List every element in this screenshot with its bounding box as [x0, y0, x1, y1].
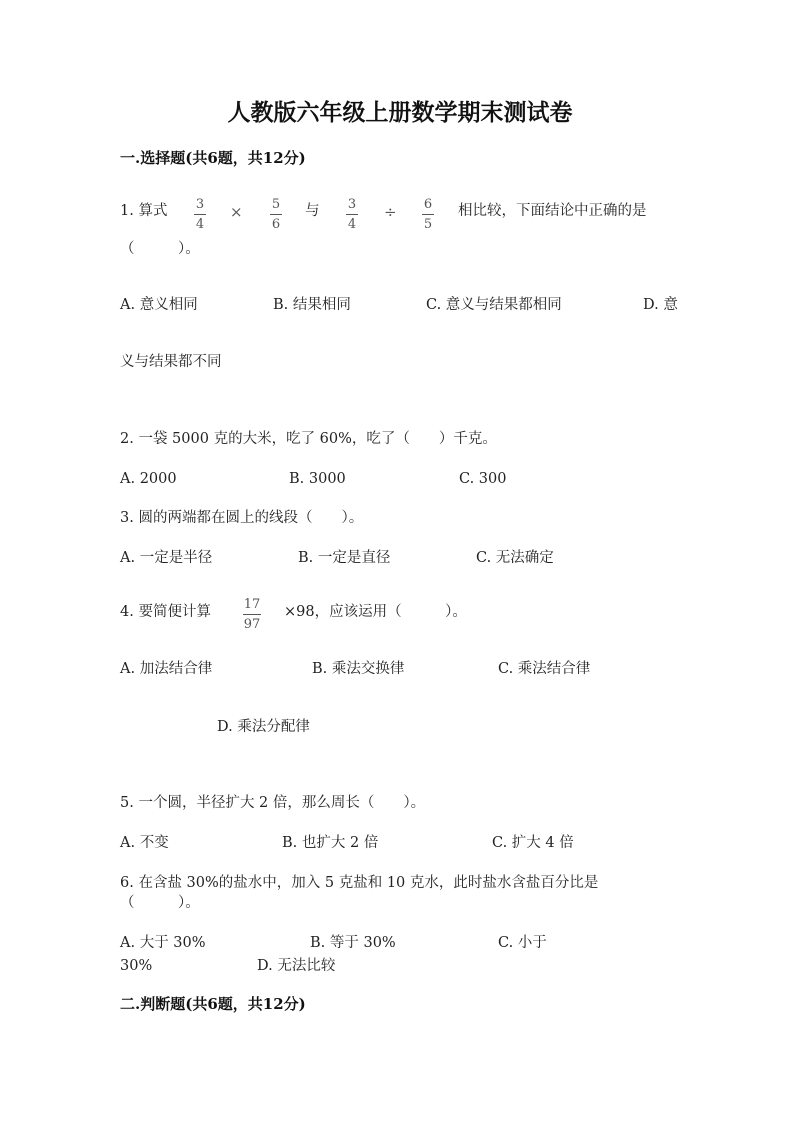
option-b: B. 3000	[289, 471, 346, 487]
option-a: A. 加法结合律	[120, 661, 213, 677]
fraction-numerator: 3	[195, 197, 205, 212]
fraction-bar	[243, 614, 261, 615]
option-d-continuation: 义与结果都不同	[120, 354, 222, 370]
fraction-denominator: 4	[347, 217, 357, 232]
fraction-numerator: 6	[423, 197, 433, 212]
fraction-17-97	[238, 598, 266, 631]
fraction-6-5	[415, 198, 441, 231]
option-b: B. 也扩大 2 倍	[282, 835, 379, 851]
fraction-bar	[270, 214, 282, 215]
section-heading-choice: 一.选择题(共6题，共12分)	[120, 149, 306, 167]
fraction-bar	[194, 214, 206, 215]
option-c-continuation: 30%	[120, 958, 153, 974]
option-b: B. 一定是直径	[298, 550, 391, 566]
option-c: C. 乘法结合律	[498, 661, 591, 677]
fraction-5-6	[263, 198, 289, 231]
option-c: C. 无法确定	[476, 550, 554, 566]
option-c: C. 扩大 4 倍	[492, 835, 574, 851]
question-3-text: 3. 圆的两端都在圆上的线段（ ）。	[120, 510, 364, 526]
section-heading-judgment: 二.判断题(共6题，共12分)	[120, 995, 306, 1013]
option-b: B. 等于 30%	[310, 935, 396, 951]
fraction-3-4-second	[339, 198, 365, 231]
page-title: 人教版六年级上册数学期末测试卷	[227, 99, 573, 126]
option-b: B. 乘法交换律	[312, 661, 405, 677]
option-c: C. 意义与结果都相同	[426, 297, 562, 313]
question-6-blank: （ ）。	[120, 895, 200, 911]
option-b: B. 结果相同	[273, 297, 351, 313]
fraction-bar	[422, 214, 434, 215]
times-sign: ×	[230, 203, 243, 221]
option-c: C. 小于	[498, 935, 547, 951]
question-4-prefix: 4. 要简便计算	[120, 604, 211, 620]
option-d: D. 无法比较	[257, 958, 336, 974]
option-d: D. 意	[643, 297, 678, 313]
option-a: A. 大于 30%	[120, 935, 206, 951]
fraction-3-4-first	[187, 198, 213, 231]
question-2-text: 2. 一袋 5000 克的大米，吃了 60%，吃了（ ）千克。	[120, 431, 497, 447]
fraction-bar	[346, 214, 358, 215]
fraction-numerator: 5	[271, 197, 281, 212]
option-a: A. 一定是半径	[120, 550, 213, 566]
option-c: C. 300	[459, 471, 507, 487]
word-and: 与	[305, 203, 320, 219]
fraction-denominator: 5	[423, 217, 433, 232]
fraction-denominator: 4	[195, 217, 205, 232]
division-sign: ÷	[384, 203, 397, 221]
fraction-denominator: 6	[271, 217, 281, 232]
option-d: D. 乘法分配律	[217, 719, 310, 735]
question-1-suffix: 相比较，下面结论中正确的是	[458, 203, 647, 219]
question-5-text: 5. 一个圆，半径扩大 2 倍，那么周长（ ）。	[120, 795, 426, 811]
option-a: A. 2000	[120, 471, 177, 487]
option-a: A. 不变	[120, 835, 169, 851]
fraction-numerator: 17	[243, 597, 261, 612]
option-a: A. 意义相同	[120, 297, 198, 313]
question-1-blank: （ ）。	[120, 241, 200, 257]
question-1-prefix: 1. 算式	[120, 203, 168, 219]
fraction-numerator: 3	[347, 197, 357, 212]
question-6-text: 6. 在含盐 30%的盐水中，加入 5 克盐和 10 克水，此时盐水含盐百分比是	[120, 875, 599, 891]
question-4-suffix: ×98，应该运用（ ）。	[284, 604, 467, 620]
fraction-denominator: 97	[243, 617, 261, 632]
